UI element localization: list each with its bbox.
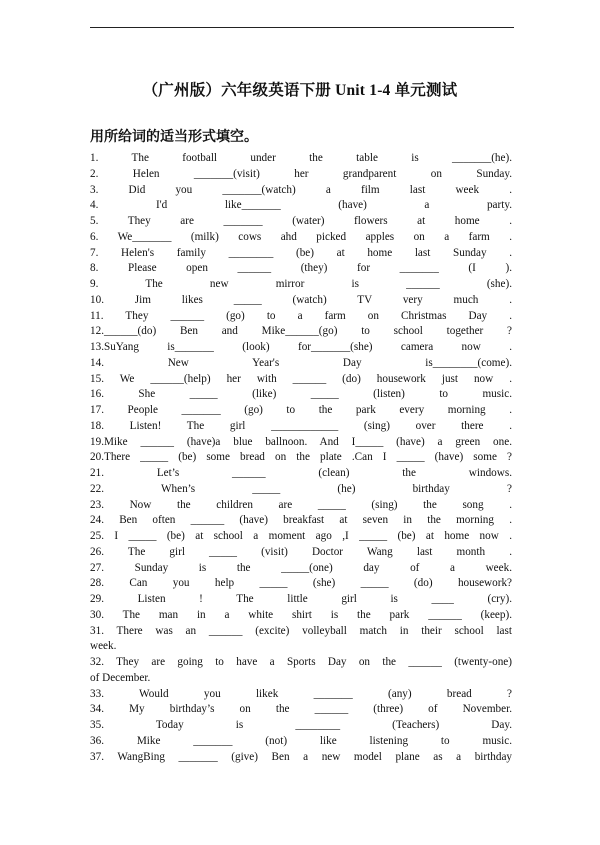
exercise-item: 4. I'd like_______ (have) a party.: [90, 199, 512, 212]
exercise-item: 34. My birthday’s on the ______ (three) of November.: [90, 703, 512, 716]
exercise-item: 28. Can you help _____ (she) _____ (do) housework?: [90, 577, 512, 590]
exercise-item: 21. Let’s ______ (clean) the windows.: [90, 467, 512, 479]
exercise-item: 12.______(do) Ben and Mike______(go) to school together ?: [90, 325, 512, 338]
exercise-item: 26. The girl _____ (visit) Doctor Wang last month .: [90, 545, 512, 558]
exercise-item: 5. They are _______ (water) flowers at home .: [90, 215, 512, 227]
exercise-item: 17. People _______ (go) to the park every morning .: [90, 404, 512, 416]
exercise-item: 36. Mike _______ (not) like listening to music.: [90, 734, 512, 747]
exercise-item: 33. Would you likek _______ (any) bread ?: [90, 687, 512, 700]
page-title: （广州版）六年级英语下册 Unit 1-4 单元测试: [142, 82, 458, 99]
exercise-item: 8. Please open ______ (they) for _______ (I ).: [90, 262, 512, 275]
exercise-item: 31. There was an ______ (excite) volleyball match in their school last: [90, 624, 512, 637]
exercise-item: 7. Helen's family ________ (be) at home last Sunday .: [90, 246, 512, 259]
section-instruction: 用所给词的适当形式填空。: [90, 130, 258, 145]
exercise-item: 35. Today is ________ (Teachers) Day.: [90, 719, 512, 731]
exercise-item: 6. We_______ (milk) cows ahd picked apples on a farm .: [90, 230, 512, 243]
exercise-item: 1. The football under the table is _______(he).: [90, 152, 512, 164]
exercise-item: of December.: [90, 671, 151, 684]
exercise-list: [90, 151, 512, 765]
exercise-item: 13.SuYang is_______ (look) for_______(she) camera now .: [90, 341, 512, 353]
exercise-item: 22. When’s _____ (he) birthday ?: [90, 482, 512, 495]
exercise-item: 15. We ______(help) her with ______ (do) housework just now .: [90, 372, 512, 385]
exercise-item: 29. Listen ! The little girl is ____ (cry).: [90, 593, 512, 605]
exercise-item: 14. New Year's Day is________(come).: [90, 356, 512, 369]
exercise-item: 16. She _____ (like) _____ (listen) to music.: [90, 388, 512, 401]
exercise-item: 18. Listen! The girl ____________ (sing) over there .: [90, 419, 512, 432]
exercise-item: 20.There _____ (be) some bread on the plate .Can I _____ (have) some ?: [90, 451, 512, 464]
top-divider: [90, 27, 514, 28]
exercise-item: 27. Sunday is the _____(one) day of a week.: [90, 561, 512, 574]
exercise-item: 25. I _____ (be) at school a moment ago ,I _____ (be) at home now .: [90, 530, 512, 542]
exercise-item: 24. Ben often ______ (have) breakfast at seven in the morning .: [90, 514, 512, 527]
exercise-item: 19.Mike ______ (have)a blue ballnoon. And I_____ (have) a green one.: [90, 435, 512, 448]
exercise-item: 30. The man in a white shirt is the park ______ (keep).: [90, 608, 512, 621]
exercise-item: week.: [90, 640, 117, 653]
exercise-item: 3. Did you _______(watch) a film last week .: [90, 183, 512, 196]
exercise-item: 11. They ______ (go) to a farm on Christmas Day .: [90, 309, 512, 322]
exercise-item: 9. The new mirror is ______ (she).: [90, 278, 512, 290]
exercise-item: 37. WangBing _______ (give) Ben a new model plane as a birthday: [90, 750, 512, 763]
exercise-item: 10. Jim likes _____ (watch) TV very much .: [90, 293, 512, 306]
exercise-item: 23. Now the children are _____ (sing) the song .: [90, 498, 512, 511]
exercise-item: 32. They are going to have a Sports Day on the ______ (twenty-one): [90, 656, 512, 668]
exercise-item: 2. Helen _______(visit) her grandparent on Sunday.: [90, 167, 512, 180]
